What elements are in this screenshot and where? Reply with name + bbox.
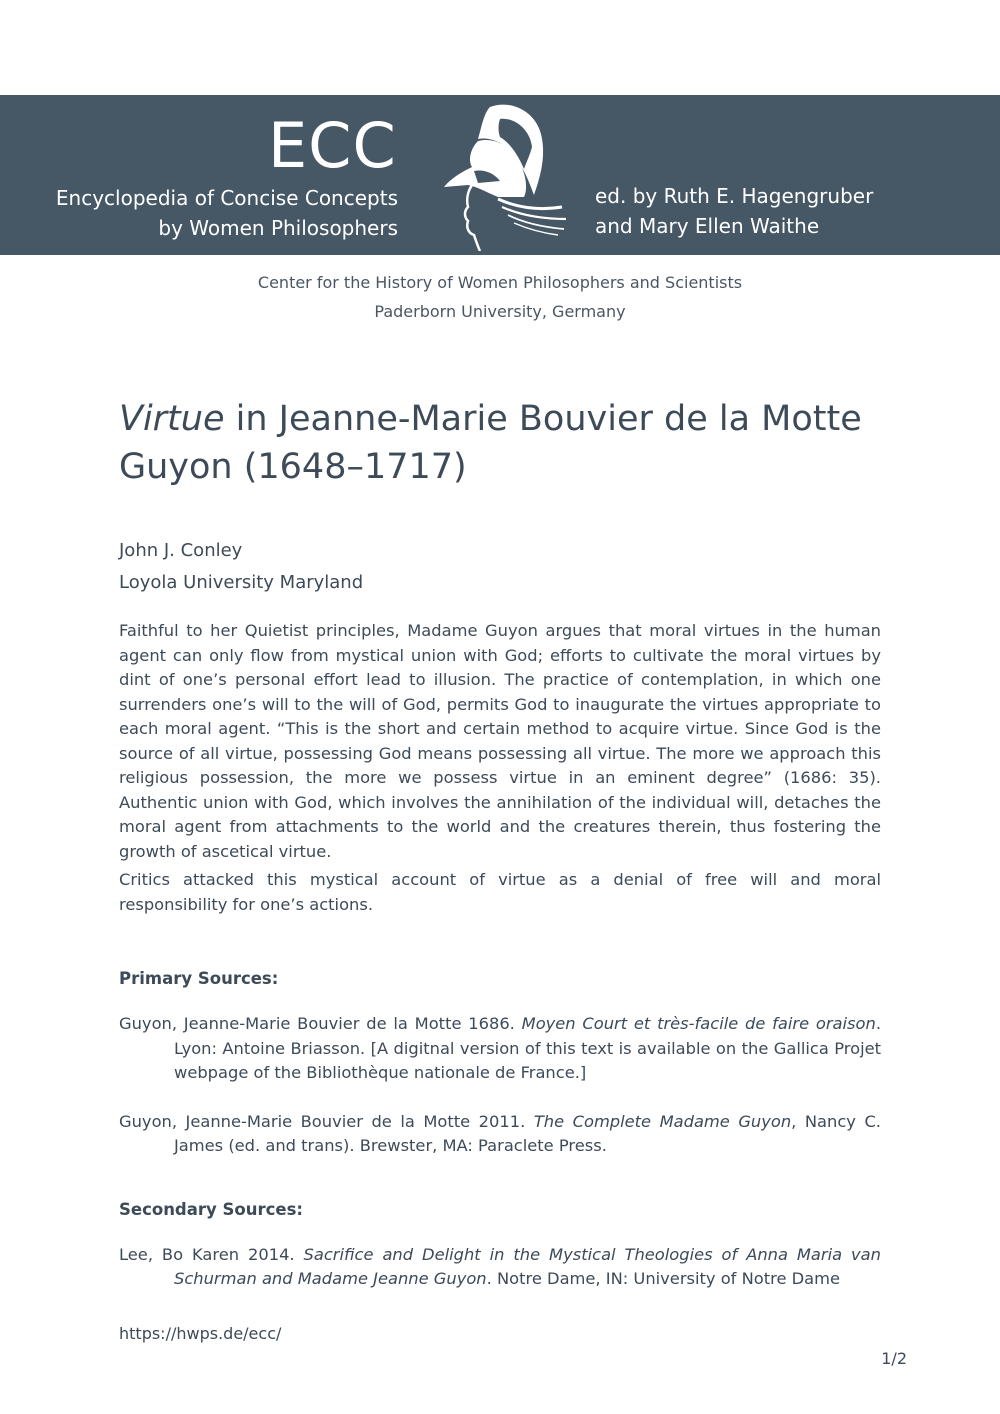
header-banner xyxy=(0,95,1000,255)
ref-text: Guyon, Jeanne-Marie Bouvier de la Motte 2011. xyxy=(119,1111,534,1131)
article-content xyxy=(119,395,881,1292)
author-name: John J. Conley xyxy=(119,540,243,561)
secondary-ref-1 xyxy=(119,1243,881,1292)
page-number: 1/2 xyxy=(881,1349,907,1368)
ref-title: Moyen Court et très-facile de faire oraison xyxy=(521,1014,876,1033)
institution-info xyxy=(0,268,1000,326)
editors xyxy=(595,181,873,241)
secondary-sources-heading: Secondary Sources: xyxy=(119,1199,304,1219)
institution-line2: Paderborn University, Germany xyxy=(374,302,626,321)
series-title-line2: by Women Philosophers xyxy=(158,216,398,240)
ref-title: Sacrifice and Delight in the Mystical Theologies of Anna Maria van Schurman and Madame Jeanne Guyon xyxy=(174,1244,881,1288)
ref-text: , Nancy C. James (ed. and trans). Brewster, MA: Paraclete Press. xyxy=(174,1111,881,1155)
primary-ref-1 xyxy=(119,1012,881,1086)
ref-text: . Notre Dame, IN: University of Notre Dame xyxy=(486,1269,841,1288)
footer-url[interactable]: https://hwps.de/ecc/ xyxy=(119,1324,282,1343)
series-title xyxy=(56,183,398,243)
editors-line1: ed. by Ruth E. Hagengruber xyxy=(595,184,874,208)
article-body xyxy=(119,619,881,917)
primary-sources-heading: Primary Sources: xyxy=(119,969,279,988)
ref-text: Lee, Bo Karen 2014. xyxy=(119,1244,304,1264)
series-title-line1: Encyclopedia of Concise Concepts xyxy=(55,186,398,210)
article-title-rest: in Jeanne-Marie Bouvier de la Motte Guyon (1648–1717) xyxy=(119,399,862,487)
editors-line2: and Mary Ellen Waithe xyxy=(595,214,820,238)
ref-text: . Lyon: Antoine Briasson. [A digitnal version of this text is available on the Gallica Projet webpage of the Bibliothèque nationale de France.] xyxy=(174,1014,881,1082)
ref-title: The Complete Madame Guyon xyxy=(533,1111,792,1131)
institution-line1: Center for the History of Women Philosophers and Scientists xyxy=(257,273,743,292)
article-title-italic: Virtue xyxy=(119,399,225,439)
primary-ref-2 xyxy=(119,1110,881,1159)
ecc-logo: ECC xyxy=(268,109,397,182)
article-title xyxy=(119,395,881,491)
author-affiliation: Loyola University Maryland xyxy=(119,572,364,593)
author-block xyxy=(119,535,881,599)
body-paragraph-1: Faithful to her Quietist principles, Madame Guyon argues that moral virtues in the human agent can only flow from mystical union with God; efforts to cultivate the moral virtues by dint of one’s personal effort lead to illusion. The practice of contemplation, in which one surrenders one’s will to the will of God, permits God to inaugurate the virtues appropriate to each moral agent. “This is the short and certain method to acquire virtue. Since God is the source of all virtue, possessing God means possessing all virtue. The more we approach this religious possession, the more we possess virtue in an eminent degree” (1686: 35). Authentic union with God, which involves the annihilation of the individual will, detaches the moral agent from attachments to the world and the creatures therein, thus fostering the growth of ascetical virtue. xyxy=(119,621,881,861)
ref-text: Guyon, Jeanne-Marie Bouvier de la Motte 1686. xyxy=(119,1014,522,1033)
athena-helmet-icon xyxy=(438,103,568,251)
body-paragraph-2: Critics attacked this mystical account of virtue as a denial of free will and moral responsibility for one’s actions. xyxy=(119,870,881,914)
